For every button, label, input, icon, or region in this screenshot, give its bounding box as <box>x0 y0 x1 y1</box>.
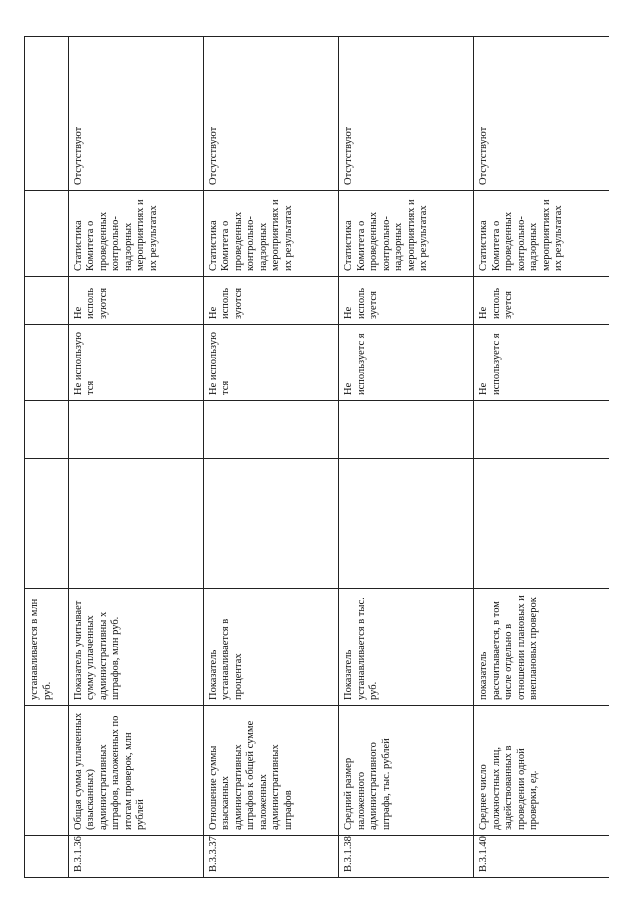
col5-cell <box>25 401 69 459</box>
indicator-name-cell: Среднее число должностных лиц, задействованных в проведении одной проверки, ед. <box>474 706 609 836</box>
col4-cell <box>339 459 474 589</box>
method-cell: Не использую тся <box>203 325 338 401</box>
table-row <box>339 37 474 878</box>
indicators-table <box>24 36 609 878</box>
data-source-cell: Статистика Комитета о проведенных контрольно-надзорных мероприятиях и их результатах <box>203 191 338 277</box>
method-cell: Не используетс я <box>474 325 609 401</box>
remarks-cell: Отсутствуют <box>474 37 609 191</box>
note-cell: Показатель устанавливается в тыс. руб. <box>339 589 474 706</box>
source-usage-cell <box>25 277 69 325</box>
note-cell: устанавливается в млн руб. <box>25 589 69 706</box>
data-source-cell: Статистика Комитета о проведенных контрольно-надзорных мероприятиях и их результатах <box>68 191 203 277</box>
table-row <box>203 37 338 878</box>
table-row <box>25 37 69 878</box>
col5-cell <box>203 401 338 459</box>
indicator-name-cell: Общая сумма уплаченных (взысканных) административных штрафов, наложенных по итогам проверок, млн рублей <box>68 706 203 836</box>
col5-cell <box>339 401 474 459</box>
data-source-cell: Статистика Комитета о проведенных контрольно-надзорных мероприятиях и их результатах <box>474 191 609 277</box>
remarks-cell: Отсутствуют <box>203 37 338 191</box>
col5-cell <box>474 401 609 459</box>
method-cell: Не используетс я <box>339 325 474 401</box>
data-source-cell: Статистика Комитета о проведенных контрольно-надзорных мероприятиях и их результатах <box>339 191 474 277</box>
remarks-cell: Отсутствуют <box>339 37 474 191</box>
note-cell: Показатель учитывает сумму уплаченных административны х штрафов, млн руб. <box>68 589 203 706</box>
source-usage-cell: Не исполь зуется <box>474 277 609 325</box>
table-row <box>68 37 203 878</box>
code-cell: В.3.1.36 <box>68 836 203 878</box>
code-cell: В.3.1.40 <box>474 836 609 878</box>
method-cell <box>25 325 69 401</box>
col4-cell <box>474 459 609 589</box>
code-cell <box>25 836 69 878</box>
code-cell: В.3.3.37 <box>203 836 338 878</box>
note-cell: показатель рассчитывается, в том числе отдельно в отношении плановых и внеплановых проверок <box>474 589 609 706</box>
indicator-name-cell: Отношение суммы взысканных административных штрафов к общей сумме наложенных административных штрафов <box>203 706 338 836</box>
col4-cell <box>25 459 69 589</box>
note-cell: Показатель устанавливается в процентах <box>203 589 338 706</box>
method-cell: Не использую тся <box>68 325 203 401</box>
col4-cell <box>203 459 338 589</box>
remarks-cell: Отсутствуют <box>68 37 203 191</box>
indicator-name-cell: Средний размер наложенного административного штрафа, тыс. рублей <box>339 706 474 836</box>
indicator-name-cell <box>25 706 69 836</box>
data-source-cell <box>25 191 69 277</box>
code-cell: В.3.1.38 <box>339 836 474 878</box>
source-usage-cell: Не исполь зуются <box>68 277 203 325</box>
source-usage-cell: Не исполь зуется <box>339 277 474 325</box>
table-row <box>474 37 609 878</box>
source-usage-cell: Не исполь зуются <box>203 277 338 325</box>
remarks-cell <box>25 37 69 191</box>
col5-cell <box>68 401 203 459</box>
col4-cell <box>68 459 203 589</box>
